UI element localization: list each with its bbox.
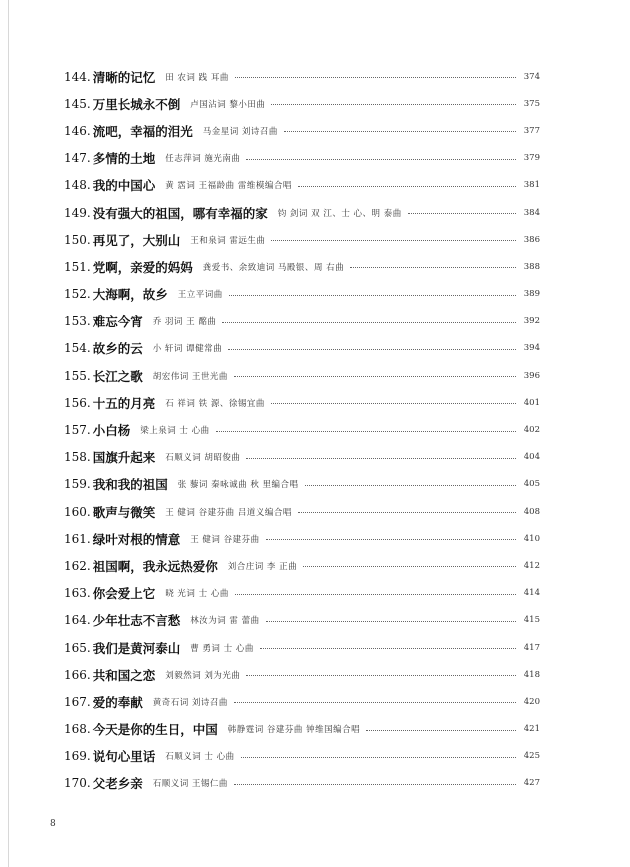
entry-credits: 马金星词 刘诗召曲 xyxy=(202,126,278,137)
entry-page-number: 410 xyxy=(523,533,540,544)
dot-leader xyxy=(260,648,516,649)
toc-entry[interactable] xyxy=(64,226,540,253)
entry-credits: 钧 剑词 双 江、士 心、明 泰曲 xyxy=(277,208,402,219)
entry-number: 163. xyxy=(64,586,91,601)
dot-leader xyxy=(271,104,516,105)
entry-credits: 石顺义词 胡昭俊曲 xyxy=(165,453,241,464)
entry-title: 流吧，幸福的泪光 xyxy=(92,123,193,139)
entry-title: 小白杨 xyxy=(92,423,131,439)
entry-title: 说句心里话 xyxy=(92,749,156,765)
entry-page-number: 388 xyxy=(523,261,540,272)
entry-page-number: 389 xyxy=(523,289,540,300)
dot-leader xyxy=(266,539,516,540)
dot-leader xyxy=(235,594,516,595)
entry-credits: 田 农词 践 耳曲 xyxy=(165,72,229,83)
entry-number: 148. xyxy=(64,178,91,193)
dot-leader xyxy=(271,403,516,404)
entry-page-number: 414 xyxy=(523,588,540,599)
entry-credits: 刘毅然词 刘为光曲 xyxy=(165,670,241,681)
entry-credits: 卢国沾词 黎小田曲 xyxy=(190,99,266,110)
entry-credits: 张 藜词 秦咏诚曲 秋 里编合唱 xyxy=(177,480,299,491)
entry-number: 164. xyxy=(64,613,91,628)
entry-title: 党啊，亲爱的妈妈 xyxy=(92,259,193,275)
dot-leader xyxy=(366,730,516,731)
entry-number: 152. xyxy=(64,287,91,302)
entry-number: 157. xyxy=(64,423,91,438)
entry-credits: 石 祥词 铁 源、徐锡宜曲 xyxy=(165,398,265,409)
dot-leader xyxy=(216,431,516,432)
entry-number: 158. xyxy=(64,450,91,465)
dot-leader xyxy=(241,757,516,758)
entry-number: 144. xyxy=(64,69,91,84)
entry-number: 167. xyxy=(64,694,91,709)
toc-entry[interactable] xyxy=(64,661,540,688)
entry-title: 我和我的祖国 xyxy=(92,477,168,493)
entry-page-number: 412 xyxy=(523,560,540,571)
entry-credits: 韩静霆词 谷建芬曲 钟维国编合唱 xyxy=(227,725,361,736)
entry-number: 159. xyxy=(64,477,91,492)
entry-title: 我们是黄河泰山 xyxy=(92,640,181,656)
toc-entry[interactable] xyxy=(64,525,540,552)
toc-entry[interactable] xyxy=(64,90,540,117)
entry-number: 165. xyxy=(64,640,91,655)
entry-number: 147. xyxy=(64,151,91,166)
entry-number: 150. xyxy=(64,232,91,247)
toc-entry[interactable] xyxy=(64,199,540,226)
toc-entry[interactable] xyxy=(64,117,540,144)
entry-title: 多情的土地 xyxy=(92,151,156,167)
entry-title: 再见了，大别山 xyxy=(92,232,181,248)
entry-credits: 刘合庄词 李 正曲 xyxy=(227,561,298,572)
entry-page-number: 417 xyxy=(523,642,540,653)
toc-entry[interactable] xyxy=(64,145,540,172)
toc-entry[interactable] xyxy=(64,281,540,308)
toc-entry[interactable] xyxy=(64,770,540,797)
page-number: 8 xyxy=(50,819,56,829)
entry-title: 歌声与微笑 xyxy=(92,504,156,520)
toc-entry[interactable] xyxy=(64,308,540,335)
entry-number: 146. xyxy=(64,123,91,138)
toc-entry[interactable] xyxy=(64,552,540,579)
entry-page-number: 386 xyxy=(523,234,540,245)
dot-leader xyxy=(271,240,516,241)
entry-title: 十五的月亮 xyxy=(92,395,156,411)
entry-credits: 黄奇石词 刘诗召曲 xyxy=(152,697,228,708)
entry-number: 145. xyxy=(64,96,91,111)
toc-entry[interactable] xyxy=(64,580,540,607)
entry-title: 难忘今宵 xyxy=(92,314,143,330)
entry-title: 爱的奉献 xyxy=(92,694,143,710)
dot-leader xyxy=(234,702,516,703)
entry-number: 169. xyxy=(64,749,91,764)
entry-number: 153. xyxy=(64,314,91,329)
entry-title: 我的中国心 xyxy=(92,178,156,194)
toc-entry[interactable] xyxy=(64,389,540,416)
toc-entry[interactable] xyxy=(64,253,540,280)
entry-number: 160. xyxy=(64,504,91,519)
dot-leader xyxy=(266,621,516,622)
dot-leader xyxy=(228,349,516,350)
entry-page-number: 404 xyxy=(523,452,540,463)
dot-leader xyxy=(229,295,516,296)
entry-number: 166. xyxy=(64,667,91,682)
entry-title: 长江之歌 xyxy=(92,368,143,384)
dot-leader xyxy=(408,213,516,214)
entry-credits: 梁上泉词 士 心曲 xyxy=(140,426,210,437)
entry-page-number: 374 xyxy=(523,71,540,82)
entry-number: 155. xyxy=(64,368,91,383)
entry-credits: 小 轩词 谭健常曲 xyxy=(152,344,223,355)
toc-entry[interactable] xyxy=(64,416,540,443)
entry-title: 你会爱上它 xyxy=(92,586,156,602)
toc-entry[interactable] xyxy=(64,63,540,90)
toc-entry[interactable] xyxy=(64,498,540,525)
entry-title: 绿叶对根的情意 xyxy=(92,531,181,547)
toc-entry[interactable] xyxy=(64,335,540,362)
entry-credits: 黄 霑词 王福龄曲 雷维模编合唱 xyxy=(165,181,292,192)
entry-page-number: 420 xyxy=(523,696,540,707)
dot-leader xyxy=(246,458,516,459)
entry-credits: 胡宏伟词 王世光曲 xyxy=(152,371,228,382)
entry-page-number: 421 xyxy=(523,724,540,735)
entry-credits: 晓 光词 士 心曲 xyxy=(165,589,229,600)
toc-entry[interactable] xyxy=(64,362,540,389)
entry-credits: 王立平词曲 xyxy=(177,290,223,301)
entry-page-number: 415 xyxy=(523,615,540,626)
entry-page-number: 394 xyxy=(523,343,540,354)
entry-page-number: 408 xyxy=(523,506,540,517)
dot-leader xyxy=(298,512,516,513)
toc-entry[interactable] xyxy=(64,634,540,661)
dot-leader xyxy=(222,322,516,323)
toc-entry[interactable] xyxy=(64,471,540,498)
entry-credits: 王 健词 谷建芬曲 xyxy=(190,534,260,545)
entry-page-number: 381 xyxy=(523,180,540,191)
entry-title: 万里长城永不倒 xyxy=(92,96,181,112)
toc-entry[interactable] xyxy=(64,743,540,770)
entry-title: 故乡的云 xyxy=(92,341,143,357)
entry-credits: 石顺义词 士 心曲 xyxy=(165,752,235,763)
entry-page-number: 384 xyxy=(523,207,540,218)
table-of-contents xyxy=(64,63,540,797)
entry-number: 154. xyxy=(64,341,91,356)
entry-page-number: 379 xyxy=(523,153,540,164)
entry-title: 国旗升起来 xyxy=(92,450,156,466)
toc-entry[interactable] xyxy=(64,688,540,715)
entry-page-number: 401 xyxy=(523,397,540,408)
dot-leader xyxy=(235,77,516,78)
entry-page-number: 402 xyxy=(523,425,540,436)
entry-page-number: 427 xyxy=(523,778,540,789)
entry-credits: 石顺义词 王锡仁曲 xyxy=(152,779,228,790)
entry-number: 162. xyxy=(64,558,91,573)
entry-title: 今天是你的生日，中国 xyxy=(92,722,218,738)
dot-leader xyxy=(303,566,516,567)
dot-leader xyxy=(246,675,516,676)
entry-page-number: 396 xyxy=(523,370,540,381)
entry-number: 151. xyxy=(64,259,91,274)
entry-number: 156. xyxy=(64,395,91,410)
toc-entry[interactable] xyxy=(64,607,540,634)
entry-credits: 王和泉词 雷远生曲 xyxy=(190,235,266,246)
dot-leader xyxy=(246,159,516,160)
dot-leader xyxy=(284,131,516,132)
entry-title: 大海啊，故乡 xyxy=(92,287,168,303)
entry-title: 少年壮志不言愁 xyxy=(92,613,181,629)
entry-credits: 龚爱书、余致迪词 马殿银、周 右曲 xyxy=(202,262,345,273)
dot-leader xyxy=(298,186,516,187)
dot-leader xyxy=(350,267,516,268)
entry-credits: 任志萍词 施光南曲 xyxy=(165,154,241,165)
entry-page-number: 405 xyxy=(523,479,540,490)
dot-leader xyxy=(234,376,516,377)
toc-entry[interactable] xyxy=(64,716,540,743)
entry-credits: 王 健词 谷建芬曲 吕道义编合唱 xyxy=(165,507,292,518)
entry-credits: 曹 勇词 士 心曲 xyxy=(190,643,254,654)
entry-title: 清晰的记忆 xyxy=(92,69,156,85)
entry-page-number: 425 xyxy=(523,751,540,762)
entry-page-number: 392 xyxy=(523,316,540,327)
entry-title: 父老乡亲 xyxy=(92,776,143,792)
entry-number: 170. xyxy=(64,776,91,791)
entry-page-number: 377 xyxy=(523,125,540,136)
entry-title: 祖国啊，我永远热爱你 xyxy=(92,558,218,574)
entry-credits: 乔 羽词 王 酩曲 xyxy=(152,317,217,328)
entry-page-number: 418 xyxy=(523,669,540,680)
entry-number: 149. xyxy=(64,205,91,220)
entry-title: 共和国之恋 xyxy=(92,667,156,683)
dot-leader xyxy=(234,784,516,785)
toc-entry[interactable] xyxy=(64,172,540,199)
entry-number: 168. xyxy=(64,722,91,737)
entry-title: 没有强大的祖国，哪有幸福的家 xyxy=(92,205,268,221)
dot-leader xyxy=(305,485,516,486)
entry-page-number: 375 xyxy=(523,98,540,109)
page-edge-line xyxy=(8,0,9,867)
toc-entry[interactable] xyxy=(64,444,540,471)
entry-number: 161. xyxy=(64,531,91,546)
entry-credits: 林汝为词 雷 蕾曲 xyxy=(190,616,260,627)
